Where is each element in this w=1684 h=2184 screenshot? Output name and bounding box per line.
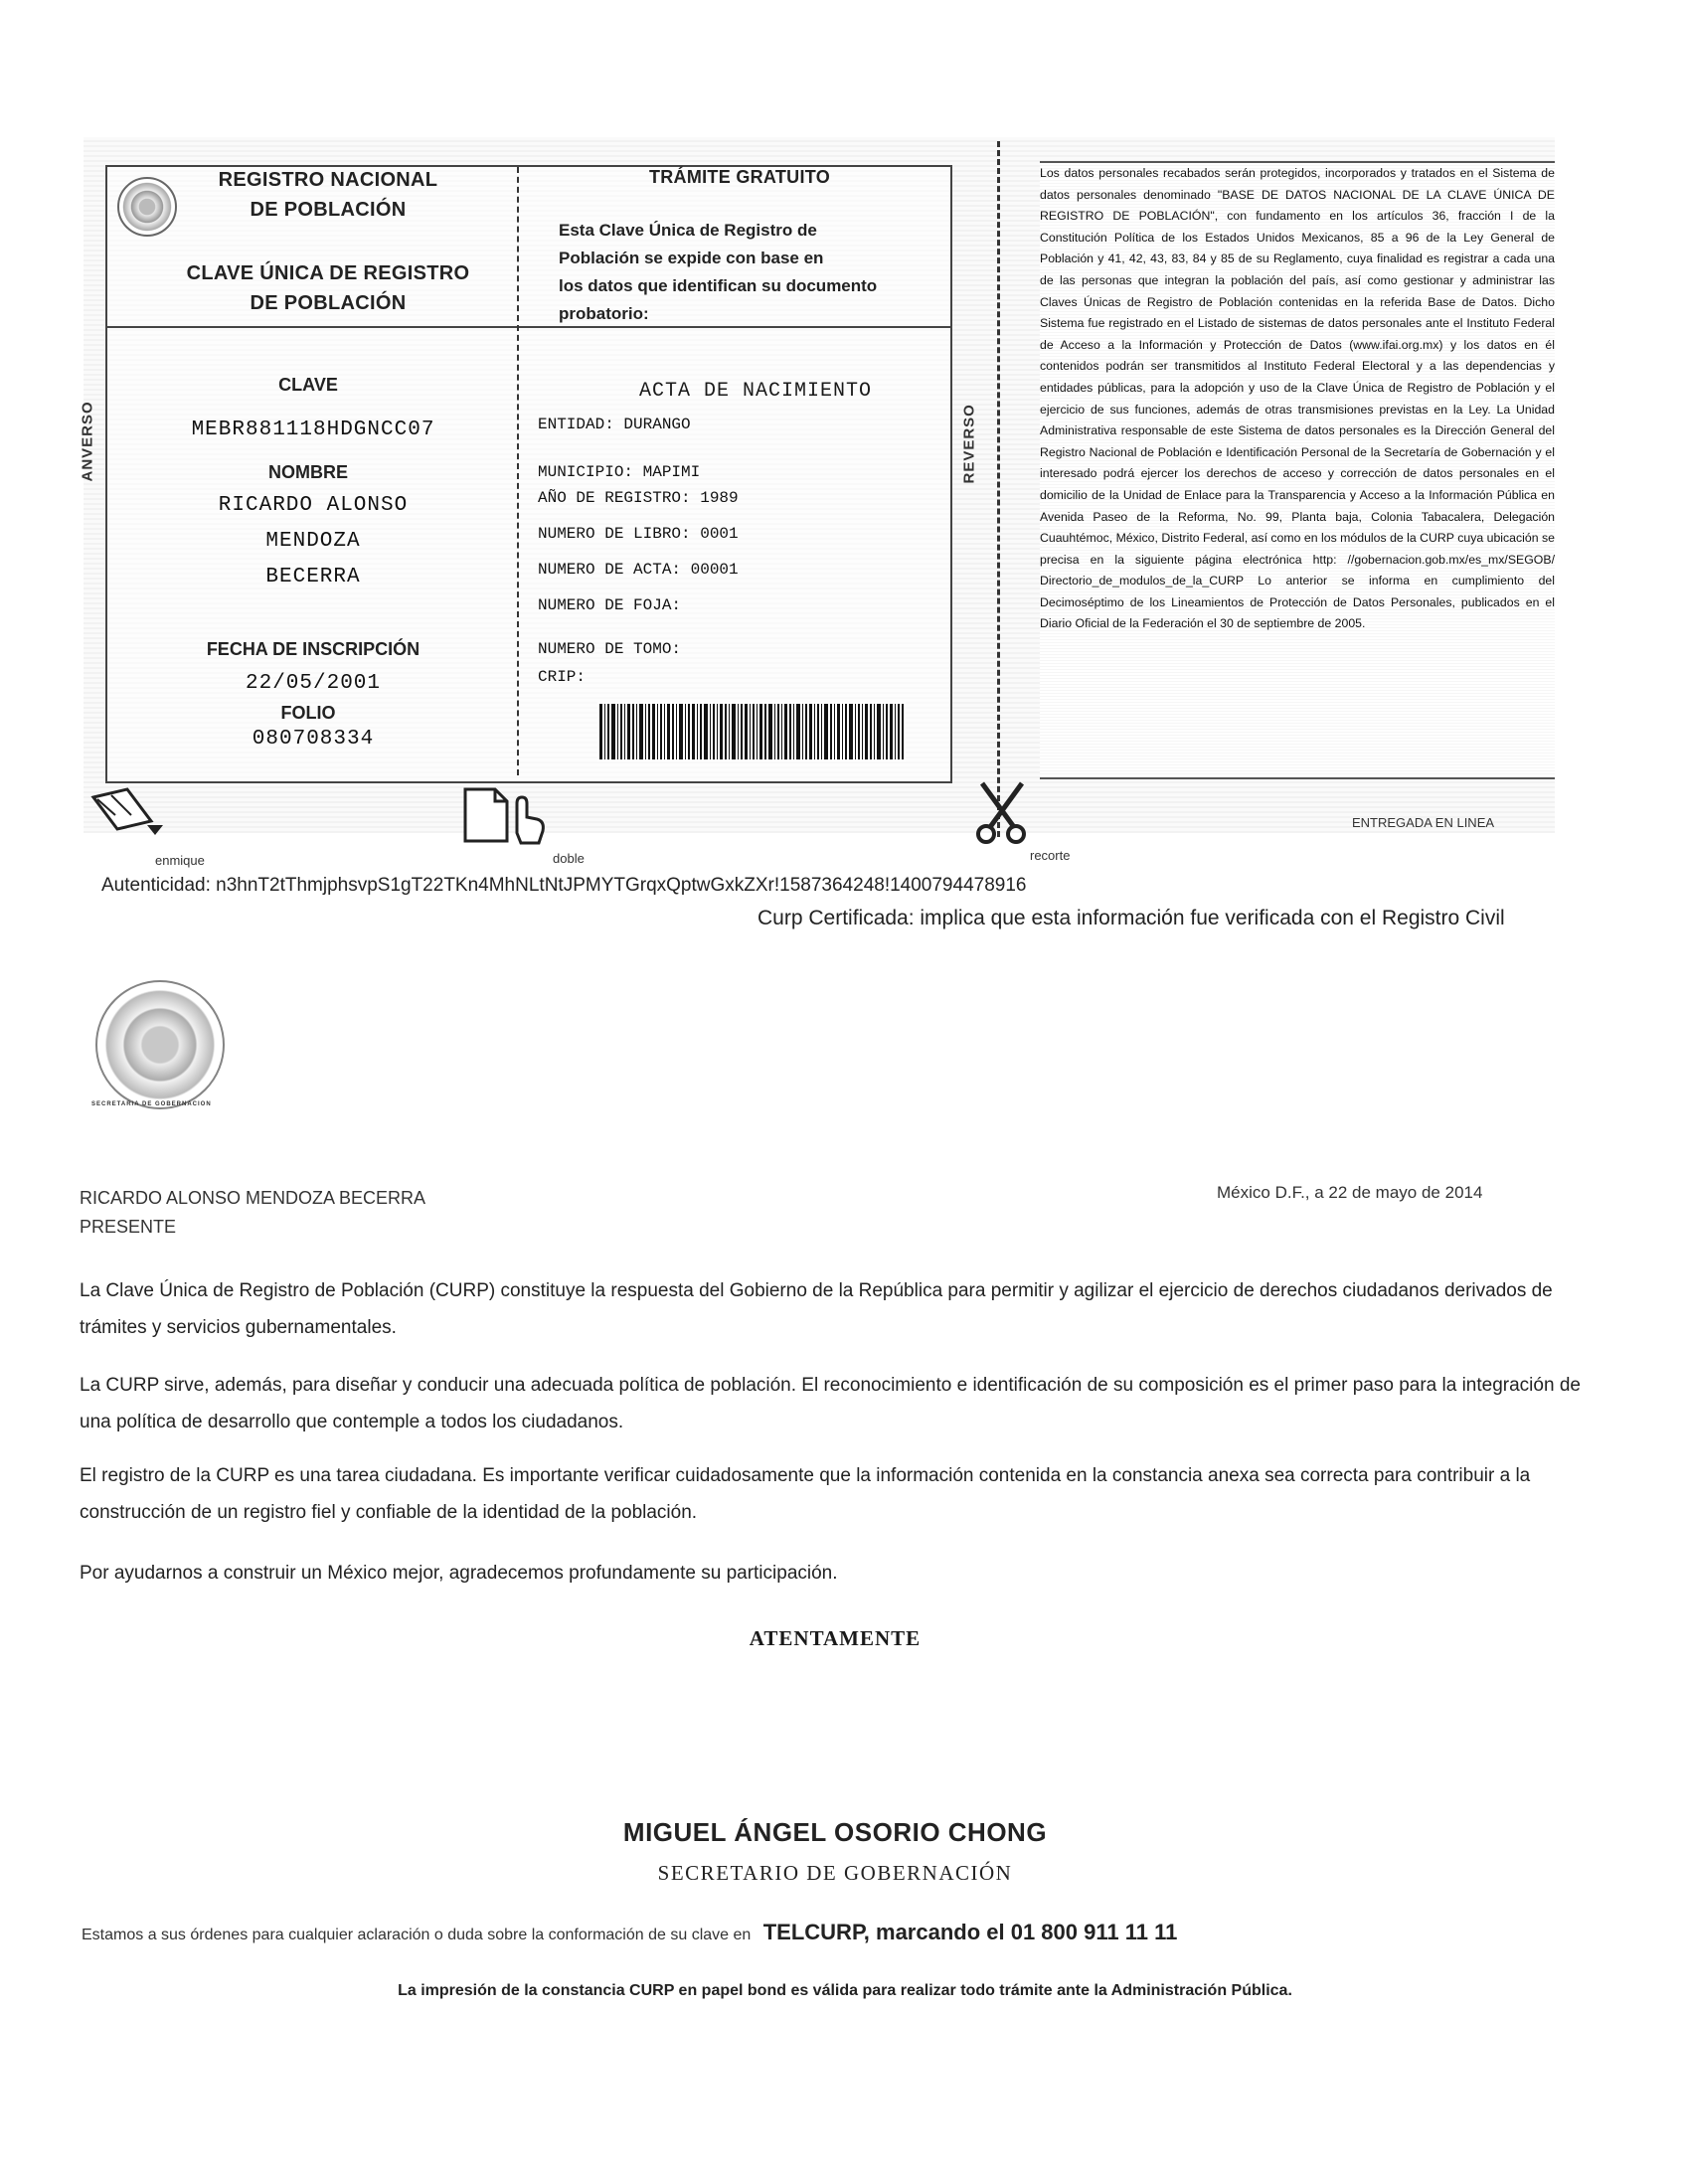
fecha-inscripcion-value: 22/05/2001 — [245, 672, 382, 695]
reverso-label: REVERSO — [960, 404, 978, 484]
paragraph-2: La CURP sirve, además, para diseñar y conducir una adecuada política de población. El reconocimiento e identificación de su composición es el primer paso para la integración de una política de desarrollo que contemple a todos los ciudadanos. — [80, 1375, 1581, 1432]
numero-libro-field: NUMERO DE LIBRO: 0001 — [538, 525, 739, 543]
tramite-text-4: probatorio: — [559, 304, 649, 323]
nombre-line-2: MENDOZA — [265, 530, 361, 553]
curp-certificada: Curp Certificada: implica que esta información fue verificada con el Registro Civil — [758, 907, 1505, 929]
tramite-text-2: Población se expide con base en — [559, 249, 824, 267]
entidad-field: ENTIDAD: DURANGO — [538, 416, 691, 433]
signer-name: MIGUEL ÁNGEL OSORIO CHONG — [622, 1817, 1048, 1847]
doble-label: doble — [553, 851, 585, 866]
card-title-registro: REGISTRO NACIONAL — [218, 169, 438, 191]
recipient-name: RICARDO ALONSO MENDOZA BECERRA — [80, 1188, 426, 1208]
acta-nacimiento-title: ACTA DE NACIMIENTO — [638, 380, 873, 403]
contact-text-label: Estamos a sus órdenes para cualquier aclaración o duda sobre la conformación de su clave en — [82, 1927, 752, 1943]
double-page-hand-icon — [461, 785, 551, 849]
card-title-poblacion: DE POBLACIÓN — [250, 199, 407, 221]
clave-label: CLAVE — [278, 375, 338, 395]
tramite-gratuito: TRÁMITE GRATUITO — [648, 167, 831, 187]
scissors-icon — [974, 779, 1030, 845]
nombre-line-1: RICARDO ALONSO — [218, 494, 409, 517]
enmique-label: enmique — [155, 853, 205, 868]
footer-note: La impresión de la constancia CURP en papel bond es válida para realizar todo trámite ante la Administración Pública. — [398, 1982, 1292, 1999]
numero-tomo-field: NUMERO DE TOMO: — [538, 640, 682, 658]
card-title-de-poblacion: DE POBLACIÓN — [250, 292, 407, 314]
nombre-label: NOMBRE — [268, 462, 348, 482]
signer-title: SECRETARIO DE GOBERNACIÓN — [657, 1861, 1013, 1885]
tramite-text-1: Esta Clave Única de Registro de — [559, 221, 817, 240]
numero-foja-field: NUMERO DE FOJA: — [538, 596, 682, 614]
folio-value: 080708334 — [252, 728, 375, 751]
clave-value: MEBR881118HDGNCC07 — [191, 419, 435, 441]
card-title-clave-unica: CLAVE ÚNICA DE REGISTRO — [186, 262, 470, 284]
card-center-separator — [517, 167, 519, 775]
municipio-field: MUNICIPIO: MAPIMI — [538, 463, 701, 481]
paragraph-4: Por ayudarnos a construir un México mejor, agradecemos profundamente su participación. — [80, 1563, 838, 1584]
contact-text — [82, 1920, 1177, 1945]
folio-label: FOLIO — [280, 703, 336, 723]
national-seal-icon — [117, 177, 177, 237]
card-front-divider — [105, 326, 950, 328]
fecha-inscripcion-label: FECHA DE INSCRIPCIÓN — [206, 639, 421, 659]
autenticidad-string: Autenticidad: n3hnT2tThmjphsvpS1gT22TKn4MhNLtNtJPMYTGrqxQptwGxkZXr!1587364248!1400794478916 — [101, 875, 1027, 896]
barcode — [597, 702, 906, 761]
entregada-en-linea: ENTREGADA EN LINEA — [1352, 815, 1495, 830]
recipient-presente: PRESENTE — [80, 1217, 177, 1237]
anio-registro-field: AÑO DE REGISTRO: 1989 — [538, 489, 739, 507]
numero-acta-field: NUMERO DE ACTA: 00001 — [538, 561, 739, 579]
closing-atentamente: ATENTAMENTE — [749, 1626, 922, 1650]
nombre-line-3: BECERRA — [265, 566, 361, 588]
fold-flag-icon — [87, 785, 167, 845]
crip-field: CRIP: — [538, 668, 587, 686]
fold-line — [997, 141, 1000, 837]
place-date: México D.F., a 22 de mayo de 2014 — [1217, 1183, 1483, 1202]
anverso-label: ANVERSO — [79, 401, 96, 482]
recorte-label: recorte — [1030, 848, 1071, 863]
privacy-notice: Los datos personales recabados serán protegidos, incorporados y tratados en el Sistema de datos personales denominado "BASE DE DATOS NACIONAL DE LA CLAVE ÚNICA DE REGISTRO DE POBLACIÓN", con fundamento en los artículos 36, fracción I de la Constitución Política de los Estados Unidos Mexicanos, 85 a 96 de la Ley General de Población y 41, 42, 43, 83, 84 y 85 de su Reglamento, cuya finalidad es registrar a cada una de las personas que integran la población del país, así como gestionar y administrar las Claves Únicas de Registro de Población contenidas en la referida Base de Datos. Dicho Sistema fue registrado en el Listado de sistemas de datos personales ante el Instituto Federal de Acceso a la Información y Protección de Datos (www.ifai.org.mx) y los datos en él contenidos podrán ser transmitidos al Instituto Federal Electoral y a las dependencias y entidades públicas, para la adopción y uso de la Clave Única de Registro de Población y el ejercicio de sus funciones, además de otras transmisiones previstas en la Ley. La Unidad Administrativa responsable de este Sistema de datos personales es la Dirección General del Registro Nacional de Población e Identificación Personal de la Secretaría de Gobernación y el interesado podrá ejercer los derechos de acceso y corrección de datos personales en el domicilio de la Unidad de Enlace para la Transparencia y Acceso a la Información Pública en Avenida Paseo de la Reforma, No. 99, Planta baja, Colonia Tabacalera, Delegación Cuauhtémoc, México, Distrito Federal, así como en los módulos de la CURP cuya ubicación se precisa en la siguiente página electrónica http: //gobernacion.gob.mx/es_mx/SEGOB/ Directorio_de_modulos_de_la_CURP Lo anterior se informa en cumplimiento del Decimoséptimo de los Lineamientos de Protección de Datos Personales, publicados en el Diario Oficial de la Federación el 30 de septiembre de 2005. — [1040, 161, 1555, 779]
paragraph-3: El registro de la CURP es una tarea ciudadana. Es importante verificar cuidadosamente que la información contenida en la constancia anexa sea correcta para contribuir a la construcción de un registro fiel y confiable de la identidad de la población. — [80, 1465, 1531, 1523]
paragraph-1: La Clave Única de Registro de Población (CURP) constituye la respuesta del Gobierno de la República para permitir y agilizar el ejercicio de derechos ciudadanos derivados de trámites y servicios gubernamentales. — [80, 1280, 1553, 1338]
secretaria-seal-icon — [95, 980, 225, 1109]
contact-phone: TELCURP, marcando el 01 800 911 11 11 — [762, 1920, 1178, 1944]
tramite-text-3: los datos que identifican su documento — [559, 276, 878, 295]
seal-caption: SECRETARIA DE GOBERNACION — [91, 1101, 212, 1107]
